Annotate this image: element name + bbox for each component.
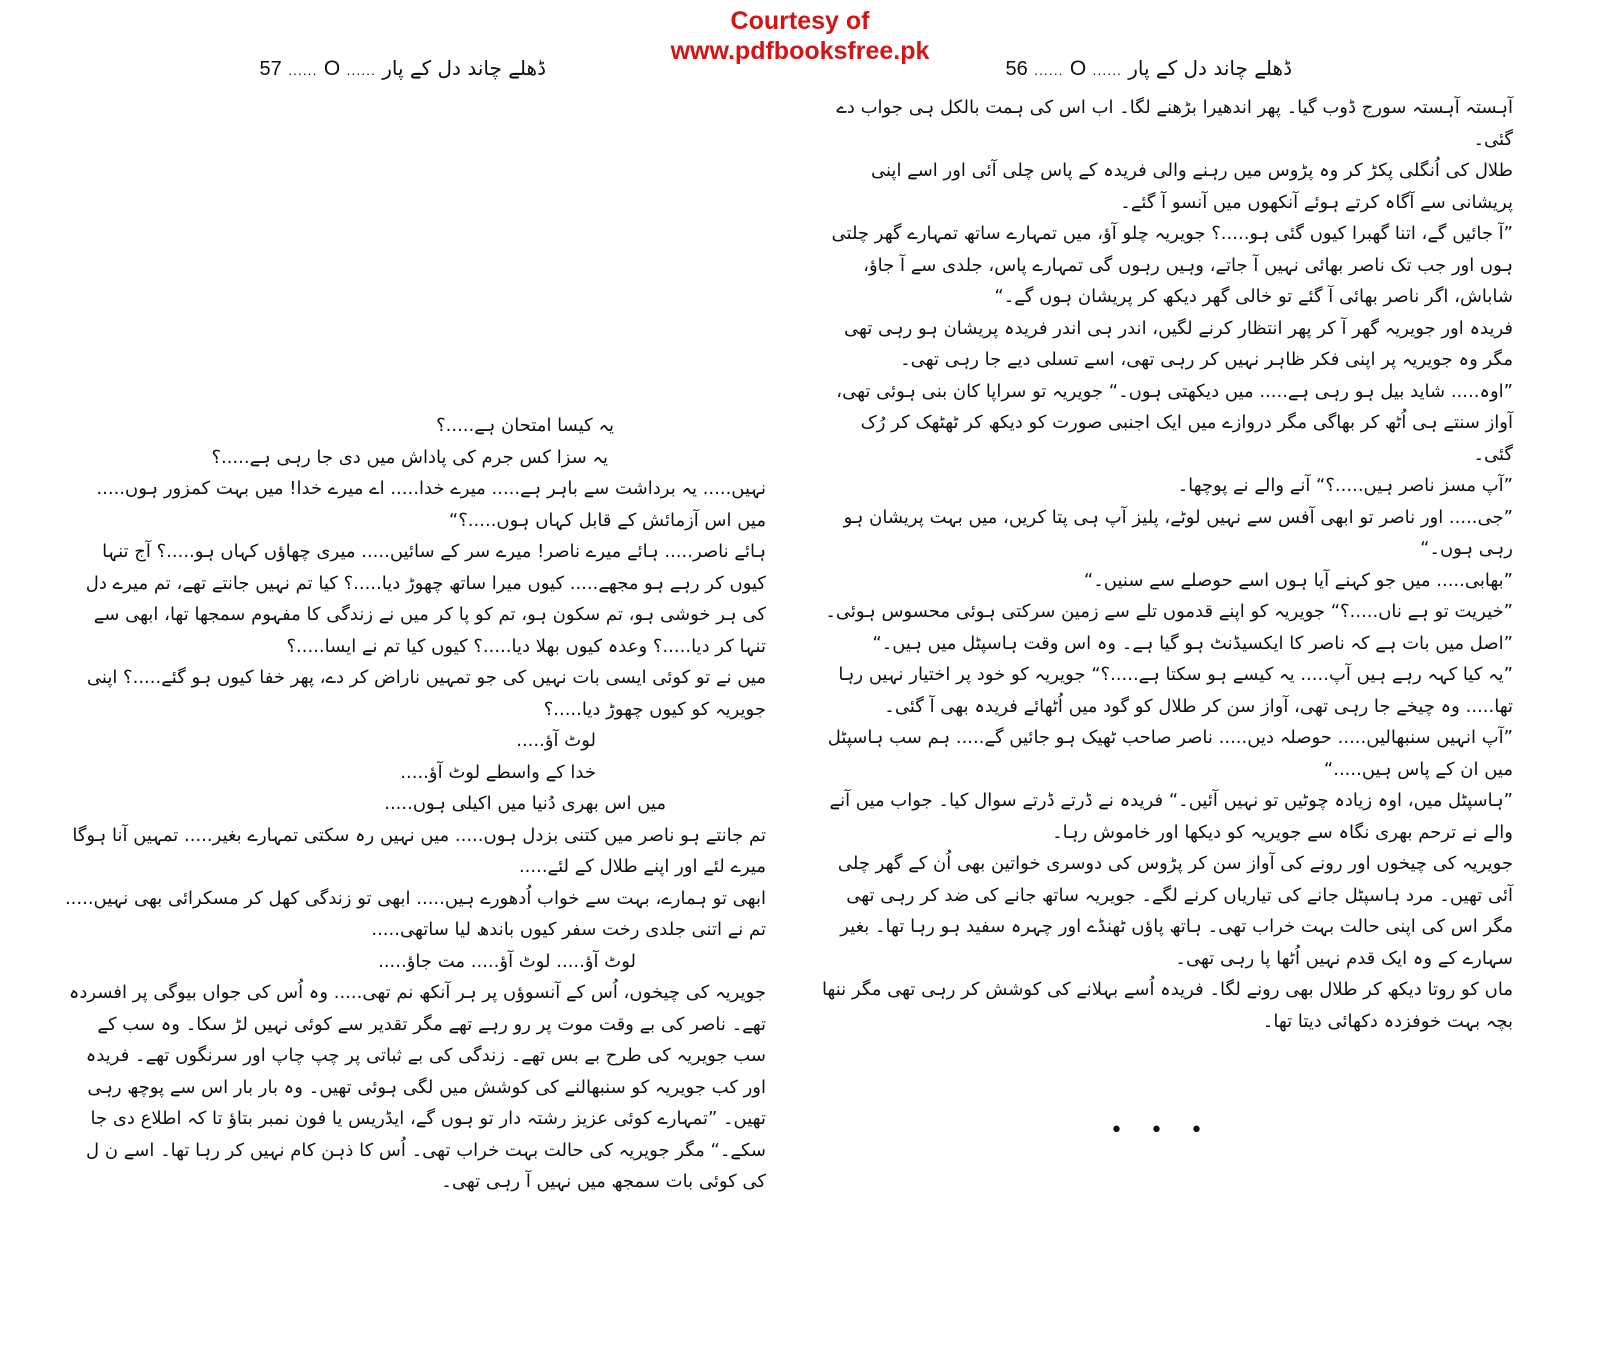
paragraph: تم جانتے ہو ناصر میں کتنی بزدل ہوں..... میں نہیں رہ سکتی تمہارے بغیر..... تمہیں آنا ہوگا میرے لئے اور اپنے طلال کے لئے..... xyxy=(72,824,766,877)
paragraph: طلال کی اُنگلی پکڑ کر وہ پڑوس میں رہنے والی فریدہ کے پاس چلی آئی اور اسے اپنی پریشانی سے آگاہ کرتے ہوئے آنکھوں میں آنسو آ گئے۔ xyxy=(871,160,1513,213)
section-break-ornament: • • • xyxy=(1110,1118,1213,1143)
paragraph: ”آپ انہیں سنبھالیں..... حوصلہ دیں..... ناصر صاحب ٹھیک ہو جائیں گے..... ہم سب ہاسپٹل میں ان کے پاس ہیں.....“ xyxy=(827,727,1513,780)
paragraph: نہیں..... یہ برداشت سے باہر ہے..... میرے خدا..... اے میرے خدا! میں بہت کمزور ہوں..... میں اس آزمائش کے قابل کہاں ہوں.....؟“ xyxy=(96,478,766,531)
paragraph: ہائے ناصر..... ہائے میرے ناصر! میرے سر کے سائیں..... میری چھاؤں کہاں ہو.....؟ آج تنہا کیوں کر رہے ہو مجھے..... کیوں میرا ساتھ چھوڑ دیا.....؟ کیا تم نہیں جانتے تھے، تم میرے دل کی ہر خوشی ہو، تم سکون ہو، تم کو پا کر میں نے زندگی کا مفہوم سمجھا تھا، ابھی سے تنہا کر دیا.....؟ وعدہ کیوں بھلا دیا.....؟ کیوں کیا تم نے ایسا.....؟ xyxy=(85,541,766,657)
page-number: 56 xyxy=(1005,58,1028,80)
paragraph: ماں کو روتا دیکھ کر طلال بھی رونے لگا۔ فریدہ اُسے بہلانے کی کوشش کر رہی تھی مگر ننھا بچہ بہت خوفزدہ دکھائی دیتا تھا۔ xyxy=(821,979,1513,1032)
watermark-line-2: www.pdfbooksfree.pk xyxy=(670,37,930,65)
header-dots: ...... xyxy=(1092,62,1122,78)
verse-line: میں اس بھری دُنیا میں اکیلی ہوں..... xyxy=(384,793,666,814)
paragraph: ”آ جائیں گے، اتنا گھبرا کیوں گئی ہو.....؟ جویریہ چلو آؤ، میں تمہارے ساتھ تمہارے گھر چلتی ہوں اور جب تک ناصر بھائی نہیں آ جاتے، وہیں رہوں گی تمہارے پاس، جلدی سے آ جاؤ، شاباش، اگر ناصر بھائی آ گئے تو خالی گھر دیکھ کر پریشان ہوں گے۔“ xyxy=(831,223,1513,307)
running-title: ڈھلے چاند دل کے پار xyxy=(1128,56,1292,80)
running-header-left xyxy=(259,56,546,81)
paragraph: ”اوہ..... شاید بیل ہو رہی ہے..... میں دیکھتی ہوں۔“ جویریہ تو سراپا کان بنی ہوئی تھی، آواز سنتے ہی اُٹھ کر بھاگی مگر دروازے میں ایک اجنبی صورت کو دیکھ کر ٹھٹھک کر رُک گئی۔ xyxy=(836,380,1513,465)
circle-ornament: O xyxy=(323,57,341,80)
poem-line: یہ کیسا امتحان ہے.....؟ xyxy=(436,415,614,436)
paragraph: فریدہ اور جویریہ گھر آ کر پھر انتظار کرنے لگیں، اندر ہی اندر فریدہ پریشان ہو رہی تھی مگر وہ جویریہ پر اپنی فکر ظاہر نہیں کر رہی تھی، اسے تسلی دیے جا رہی تھی۔ xyxy=(844,317,1513,370)
page-56-body xyxy=(818,92,1513,1037)
paragraph: ابھی تو ہمارے، بہت سے خواب اُدھورے ہیں..... ابھی تو زندگی کھل کر مسکرائی بھی نہیں..... تم نے اتنی جلدی رخت سفر کیوں باندھ لیا ساتھی..... xyxy=(64,887,766,940)
header-dots: ...... xyxy=(346,62,376,78)
paragraph: ”اصل میں بات ہے کہ ناصر کا ایکسیڈنٹ ہو گیا ہے۔ وہ اس وقت ہاسپٹل میں ہیں۔“ xyxy=(872,632,1513,654)
running-title: ڈھلے چاند دل کے پار xyxy=(382,56,546,80)
verse-line: خدا کے واسطے لوٹ آؤ..... xyxy=(400,761,596,783)
watermark-line-1: Courtesy of xyxy=(730,7,870,35)
verse-line: لوٹ آؤ..... xyxy=(516,730,596,751)
paragraph: جویریہ کی چیخوں، اُس کے آنسوؤں پر ہر آنکھ نم تھی..... وہ اُس کی جواں بیوگی پر افسردہ تھے۔ ناصر کی بے وقت موت پر رو رہے تھے مگر تقدیر سے کوئی نہیں لڑ سکا۔ وہ سب کے سب جویریہ کی طرح بے بس تھے۔ زندگی کی بے ثباتی پر چپ چاپ اور سرنگوں تھے۔ فریدہ اور کب جویریہ کو سنبھالنے کی کوشش میں لگی ہوئی تھیں۔ وہ بار بار اس سے پوچھ رہی تھیں۔ ”تمہارے کوئی عزیز رشتہ دار تو ہوں گے، ایڈریس یا فون نمبر بتاؤ تا کہ اطلاع دی جا سکے۔“ مگر جویریہ کی حالت بہت خراب تھی۔ اُس کا ذہن کام نہیں کر رہا تھا۔ اسے ن ل کی کوئی بات سمجھ میں نہیں آ رہی تھی۔ xyxy=(68,982,766,1192)
paragraph: ”آپ مسز ناصر ہیں.....؟“ آنے والے نے پوچھا۔ xyxy=(1177,475,1513,496)
header-dots: ...... xyxy=(1034,62,1064,78)
poem-line: یہ سزا کس جرم کی پاداش میں دی جا رہی ہے.....؟ xyxy=(211,446,608,468)
verse-line: لوٹ آؤ..... لوٹ آؤ..... مت جاؤ..... xyxy=(378,950,636,972)
circle-ornament: O xyxy=(1069,57,1087,80)
paragraph: آہستہ آہستہ سورج ڈوب گیا۔ پھر اندھیرا بڑھنے لگا۔ اب اس کی ہمت بالکل ہی جواب دے گئی۔ xyxy=(836,97,1513,150)
paragraph: ”یہ کیا کہہ رہے ہیں آپ..... یہ کیسے ہو سکتا ہے.....؟“ جویریہ کو خود پر اختیار نہیں رہا تھا..... وہ چیخے جا رہی تھی، آواز سن کر طلال کو گود میں اُٹھائے فریدہ بھی آ گئی۔ xyxy=(838,664,1513,717)
paragraph: ”ہاسپٹل میں، اوہ زیادہ چوٹیں تو نہیں آئیں۔“ فریدہ نے ڈرتے ڈرتے سوال کیا۔ جواب میں آنے والے نے ترحم بھری نگاہ سے جویریہ کو دیکھا اور خاموش رہا۔ xyxy=(829,790,1513,843)
paragraph: جویریہ کی چیخوں اور رونے کی آواز سن کر پڑوس کی دوسری خواتین بھی اُن کے گھر چلی آئی تھیں۔ مرد ہاسپٹل جانے کی تیاریاں کرنے لگے۔ جویریہ ساتھ جانے کی ضد کر رہی تھی مگر اس کی اپنی حالت بہت خراب تھی۔ ہاتھ پاؤں ٹھنڈے اور چہرہ سفید ہو رہا تھا۔ بغیر سہارے کے وہ ایک قدم نہیں اُٹھا پا رہی تھی۔ xyxy=(837,853,1513,969)
watermark xyxy=(0,6,1600,66)
paragraph: ”جی..... اور ناصر تو ابھی آفس سے نہیں لوٹے، پلیز آپ ہی پتا کریں، میں بہت پریشان ہو رہی ہوں۔“ xyxy=(843,506,1513,559)
paragraph: ”خیریت تو ہے ناں.....؟“ جویریہ کو اپنے قدموں تلے سے زمین سرکتی ہوئی محسوس ہوئی۔ xyxy=(825,601,1513,622)
paragraph: میں نے تو کوئی ایسی بات نہیں کی جو تمہیں ناراض کر دے، پھر خفا کیوں ہو گئے.....؟ اپنی جویریہ کو کیوں چھوڑ دیا.....؟ xyxy=(86,667,766,720)
header-dots: ...... xyxy=(288,62,318,78)
page-57-body xyxy=(63,410,766,1198)
page-number: 57 xyxy=(259,58,282,80)
paragraph: ”بھابی..... میں جو کہنے آیا ہوں اسے حوصلے سے سنیں۔“ xyxy=(1083,569,1513,591)
running-header-right xyxy=(1005,56,1292,81)
